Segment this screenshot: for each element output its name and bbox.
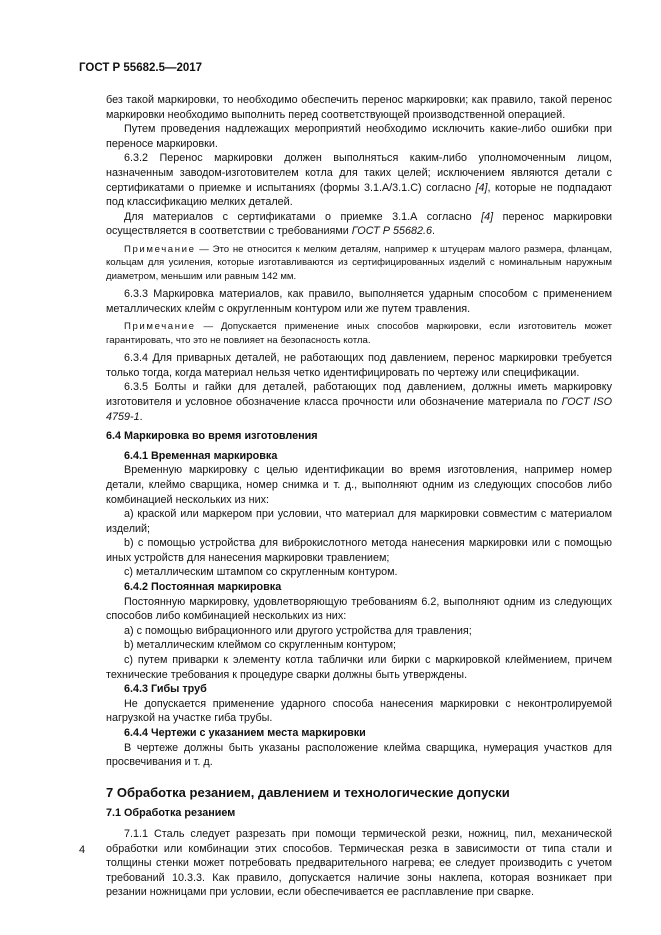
subsection-heading-7-1: 7.1 Обработка резанием <box>106 807 236 820</box>
clause-6-3-4: 6.3.4 Для приварных деталей, не работающих под давлением, перенос маркировки требуется только тогда, когда материал нельзя четко идентифицировать по чертежу или спецификации. <box>106 352 612 379</box>
clause-text: перенос маркировки осуществляется в соответствии с требованиями <box>106 210 612 238</box>
section-heading-6-4: 6.4 Маркировка во время изготовления <box>106 430 318 443</box>
clause-7-1-1: 7.1.1 Сталь следует разрезать при помощи термической резки, ножниц, пил, механической обработки или комбинации этих способов. Термическая резка в зависимости от типа стали и толщины стенки может потребовать предварительного нагрева; ее следует производить с учетом требований 10.3.3. Как правило, допускается наличие зоны наклепа, которая возникает при резании ножницами при условии, если обеспечивается ее расплавление при сварке. <box>106 827 612 899</box>
list-item: с) металлическим штампом со скругленным контуром. <box>124 566 398 579</box>
clause-text: Для материалов с сертификатами о приемке 3.1.А согласно <box>124 210 482 223</box>
note-label: Примечание <box>124 243 196 255</box>
list-item: b) металлическим клеймом со скругленным контуром; <box>124 639 396 652</box>
note-2 <box>106 320 612 347</box>
document-body <box>106 93 612 900</box>
note-label: Примечание <box>124 321 196 333</box>
paragraph <box>106 210 612 239</box>
punctuation: . <box>139 410 143 423</box>
page-number: 4 <box>79 844 86 856</box>
clause-6-3-2 <box>106 151 612 209</box>
list-item: а) с помощью вибрационного или другого устройства для травления; <box>124 624 472 637</box>
list-item: а) краской или маркером при условии, что материал для маркировки совместим с материалом изделий; <box>106 508 612 535</box>
paragraph: Временную маркировку с целью идентификации во время изготовления, например номер детали, клеймо сварщика, номер снимка и т. д., выполняют одним из следующих способов либо комбинацией нескольких из них: <box>106 464 612 506</box>
subsection-heading-6-4-3: 6.4.3 Гибы труб <box>124 683 207 696</box>
standard-link[interactable]: ГОСТ Р 55682.6 <box>351 225 432 238</box>
section-heading-7: 7 Обработка резанием, давлением и технологические допуски <box>106 784 510 800</box>
punctuation: . <box>431 225 435 238</box>
paragraph: Путем проведения надлежащих мероприятий необходимо исключить какие-либо ошибки при переносе маркировки. <box>106 123 612 150</box>
note-1 <box>106 243 612 283</box>
subsection-heading-6-4-2: 6.4.2 Постоянная маркировка <box>124 581 282 594</box>
paragraph: Не допускается применение ударного способа нанесения маркировки с неконтролируемой нагрузкой на участке гиба трубы. <box>106 697 612 725</box>
clause-text: 6.3.5 Болты и гайки для деталей, работающих под давлением, должны иметь маркировку изготовителя и условное обозначение класса прочности или обозначение материала по <box>106 381 612 408</box>
paragraph: В чертеже должны быть указаны расположение клейма сварщика, нумерация участков для просвечивания и т. д. <box>106 741 612 769</box>
clause-text: 6.3.2 Перенос маркировки должен выполняться каким-либо уполномоченным лицом, назначенным заводом-изготовителем котла для таких целей; исключением являются детали с сертификатами о приемке и испытаниях (формы 3.1.А/3.1.С) согласно <box>106 152 612 194</box>
clause-text: , которые не подпадают под классификацию мелких деталей. <box>106 181 613 209</box>
subsection-heading-6-4-4: 6.4.4 Чертежи с указанием места маркировки <box>124 727 366 739</box>
clause-6-3-5 <box>106 380 612 424</box>
list-item: с) путем приварки к элементу котла таблички или бирки с маркировкой клеймением, причем технические требования к процедуре сварки должны быть утверждены. <box>106 654 612 681</box>
standard-link[interactable]: ГОСТ ISO 4759-1 <box>106 395 613 423</box>
reference-link[interactable]: [4] <box>475 181 488 194</box>
note-text: — Допускается применение иных способов маркировки, если изготовитель может гарантировать, что это не повлияет на безопасность котла. <box>106 321 612 346</box>
list-item: b) с помощью устройства для виброкислотного метода нанесения маркировки или с помощью иных устройств для нанесения маркировки травлением; <box>106 537 612 564</box>
note-text: — Это не относится к мелким деталям, например к штуцерам малого размера, фланцам, кольцам для усиления, которые изготавливаются из сертифицированных изделий с номинальным наружным диаметром, меньшим или равным 142 мм. <box>106 243 612 282</box>
subsection-heading-6-4-1: 6.4.1 Временная маркировка <box>124 449 278 462</box>
clause-6-3-3: 6.3.3 Маркировка материалов, как правило, выполняется ударным способом с применением металлических клейм с округленным контуром или же путем травления. <box>106 288 612 315</box>
reference-link[interactable]: [4] <box>481 210 494 223</box>
doc-header-code: ГОСТ Р 55682.5—2017 <box>79 62 203 74</box>
paragraph: без такой маркировки, то необходимо обеспечить перенос маркировки; как правило, такой перенос маркировки необходимо выполнить перед соответствующей производственной операцией. <box>106 94 612 121</box>
paragraph: Постоянную маркировку, удовлетворяющую требованиям 6.2, выполняют одним из следующих способов либо комбинацией нескольких из них: <box>106 595 612 623</box>
